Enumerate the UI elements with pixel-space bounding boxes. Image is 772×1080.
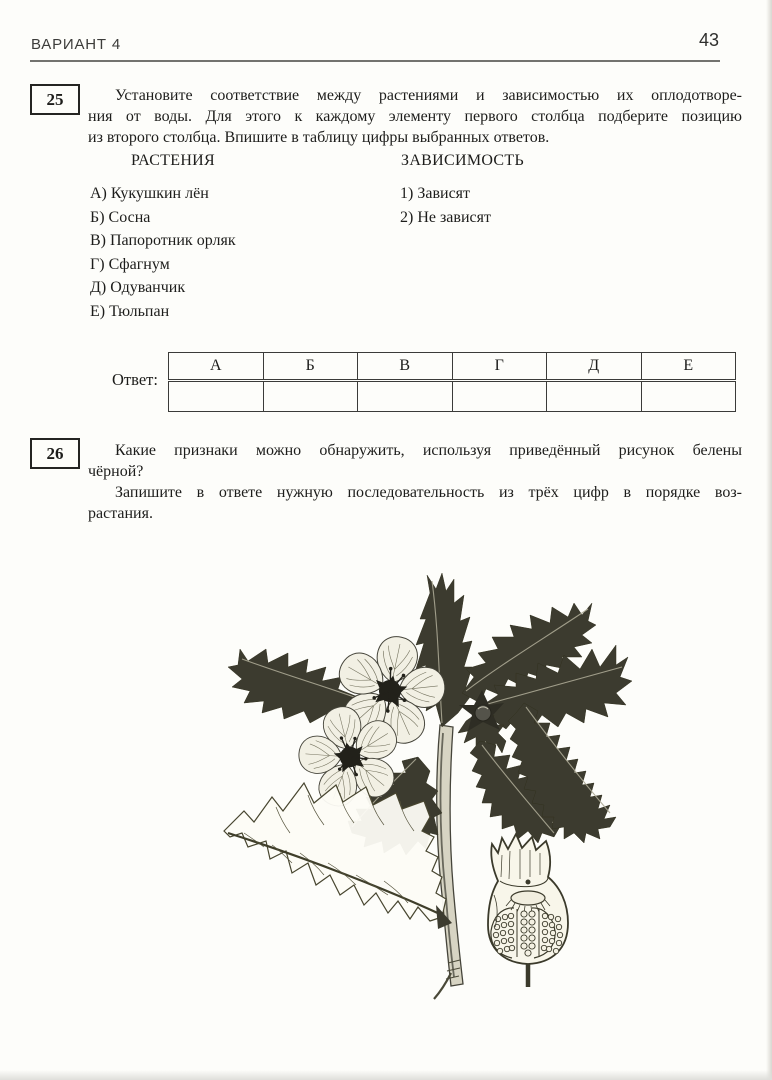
answer-cell: [641, 381, 736, 412]
answer-cell: [358, 381, 453, 412]
answer-table-header: Д: [547, 353, 642, 381]
question-26-line: Какие признаки можно обнаружить, используя приведённый рисунок белены: [115, 442, 742, 459]
answer-cell: [547, 381, 642, 412]
answer-table: [168, 352, 736, 412]
question-26-number: 26: [46, 443, 64, 463]
list-item: 2) Не зависят: [400, 208, 491, 226]
question-25-number-box: [30, 84, 80, 115]
answer-cell: [263, 381, 358, 412]
question-25-number: 25: [46, 89, 64, 109]
list-item: В) Папоротник орляк: [90, 232, 236, 249]
answer-table-header-row: [169, 353, 736, 381]
answer-label: Ответ:: [112, 370, 158, 389]
plants-list: [90, 182, 236, 323]
answer-table-header: Е: [641, 353, 736, 381]
question-25-line: из второго столбца. Впишите в таблицу цифры выбранных ответов.: [88, 129, 550, 146]
page-edge-shadow-right: [766, 0, 772, 1080]
question-26-text: [88, 440, 742, 524]
answer-cell: [169, 381, 264, 412]
answer-table-header: В: [358, 353, 453, 381]
answer-table-header: Г: [452, 353, 547, 381]
henbane-botanical-illustration: [180, 545, 640, 1015]
variant-header: ВАРИАНТ 4: [31, 36, 122, 53]
dependence-options-list: [400, 182, 491, 229]
question-25-line: ния от воды. Для этого к каждому элементу первого столбца подберите позицию: [88, 108, 742, 125]
dependence-column-header: ЗАВИСИМОСТЬ: [401, 152, 524, 169]
list-item: Д) Одуванчик: [90, 279, 186, 296]
seed-capsule: [488, 834, 568, 987]
page-number: 43: [699, 30, 720, 50]
list-item: Е) Тюльпан: [90, 302, 170, 320]
question-26-number-box: [30, 438, 80, 469]
header-rule: [30, 60, 720, 62]
stem: [434, 725, 463, 999]
outline-leaf: [224, 783, 452, 929]
question-25-text: [88, 85, 742, 148]
list-item: Б) Сосна: [90, 208, 151, 226]
plants-column-header: РАСТЕНИЯ: [131, 152, 216, 169]
page-edge-shadow-bottom: [0, 1070, 772, 1080]
answer-table-input-row: [169, 381, 736, 412]
list-item: 1) Зависят: [400, 185, 471, 202]
answer-table-header: Б: [263, 353, 358, 381]
question-26-line: чёрной?: [88, 463, 144, 480]
list-item: Г) Сфагнум: [90, 255, 170, 273]
question-26-line: растания.: [88, 505, 153, 522]
answer-cell: [452, 381, 547, 412]
answer-table-header: А: [169, 353, 264, 381]
question-26-line: Запишите в ответе нужную последовательность из трёх цифр в порядке воз-: [115, 484, 742, 501]
list-item: А) Кукушкин лён: [90, 185, 209, 202]
question-25-line: Установите соответствие между растениями и зависимостью их оплодотворе-: [115, 87, 742, 104]
